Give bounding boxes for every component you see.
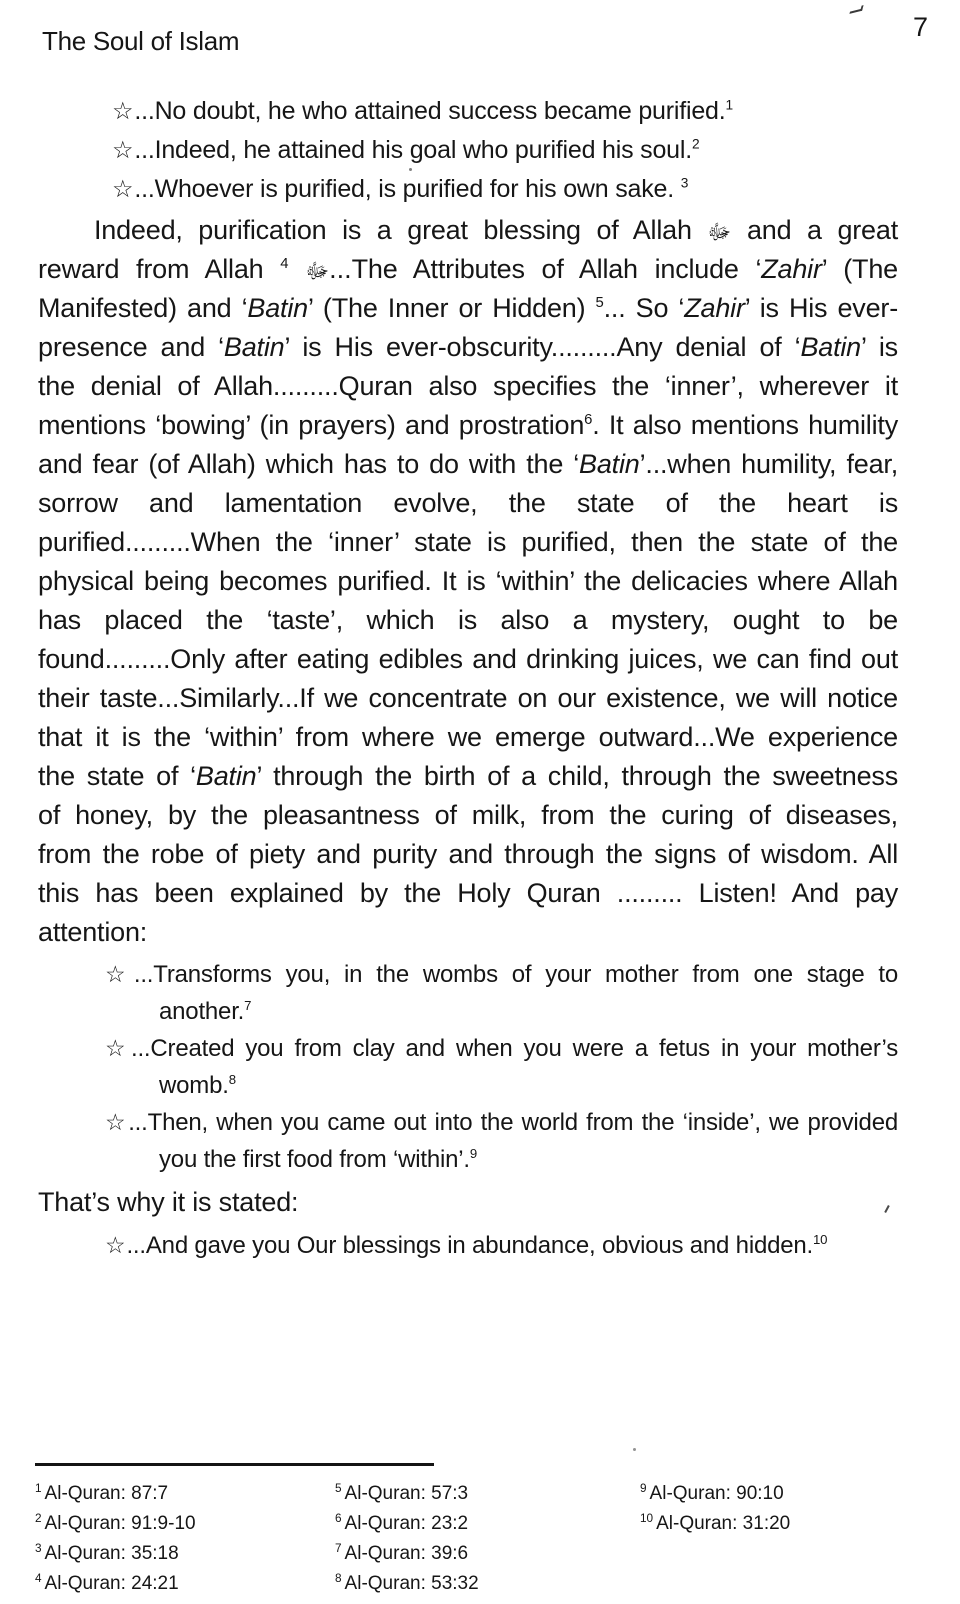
paragraph-text: ’ is His ever-obscurity.........Any denial of ‘ [284,332,801,362]
allah-honorific-icon: ﷻ [305,259,330,283]
star-bullet-icon: ☆ [105,1035,130,1061]
star-bullet-icon: ☆ [112,176,134,203]
paragraph-text: ’ (The Inner or Hidden) [307,293,596,323]
footnote-text: Al-Quran: 35:18 [44,1543,179,1564]
footnote-ref: 2 [35,1511,42,1525]
verse-bullet [38,1030,898,1104]
bullet-prefix: ... [134,136,155,164]
footnote-text: Al-Quran: 24:21 [44,1573,179,1594]
paragraph-text: ’ through the birth of a child, through the sweetness of honey, by the pleasantness of milk, from the curing of diseases, from the robe of piety and purity and through the signs of wisdom. All this has been explained by the Holy Quran ......... Listen! And pay attention: [38,761,898,947]
bullet-prefix: ... [134,175,155,203]
opening-verse-list [112,92,898,209]
footnote-ref: 9 [469,1146,478,1161]
running-header [42,26,934,57]
statement-line: That’s why it is stated: [38,1187,299,1217]
footnotes-section [35,1479,960,1604]
verse-bullet [38,956,898,1030]
footnote-ref: 7 [244,998,252,1013]
stray-pen-mark [849,5,863,14]
paragraph-text: ’ (The Manifested) and ‘ [38,254,898,323]
footnote-text: Al-Quran: 23:2 [344,1513,469,1534]
footnote-ref: 8 [335,1571,342,1585]
bullet-prefix: ... [126,1232,146,1259]
footnote-ref: 1 [35,1481,42,1495]
verse-bullet [38,1227,898,1264]
footnote [335,1569,479,1599]
italic-term: Batin [579,449,640,479]
bullet-prefix: ... [130,1035,151,1062]
footnote [335,1509,479,1539]
verse-text: Indeed, he attained his goal who purified his soul. [154,136,692,164]
footnote [35,1569,196,1599]
star-bullet-icon: ☆ [105,1232,126,1258]
footnote-ref: 6 [584,412,593,428]
footnote-ref: 9 [640,1481,647,1495]
verse-text: Then, when you came out into the world from the ‘inside’, we provided you the first food from ‘within’. [147,1109,899,1173]
footnote [640,1509,790,1539]
footnote-ref: 10 [813,1232,828,1247]
footnote-ref: 4 [35,1571,42,1585]
footnote-text: Al-Quran: 90:10 [649,1483,784,1504]
star-bullet-icon: ☆ [112,137,134,164]
paragraph-text: ’ is His ever-presence and ‘ [38,293,899,362]
footnote-ref: 6 [335,1511,342,1525]
paragraph-text: ... So ‘ [603,293,685,323]
verse-bullet [112,170,898,209]
verse-bullet [112,92,898,131]
italic-term: Zahir [761,254,822,284]
footnote-separator-rule [35,1463,434,1466]
paragraph-text: ’ is the denial of Allah.........Quran also specifies the ‘inner’, wherever it mentions ‘bowing’ (in prayers) and prostration [38,332,898,440]
paragraph-text: and a great reward from Allah [38,215,898,284]
paragraph-text: . It also mentions humility and fear (of Allah) which has to do with the ‘ [38,410,899,479]
bullet-prefix: ... [128,1109,148,1136]
footnote-text: Al-Quran: 31:20 [656,1513,791,1534]
italic-term: Zahir [684,293,745,323]
star-bullet-icon: ☆ [105,1109,128,1135]
bullet-prefix: ... [134,97,155,125]
paragraph-text: ’...when humility, fear, sorrow and lamentation evolve, the state of the heart is purified.........When the ‘inner’ state is purified, then the state of the physical being becomes purified. It is ‘within’ the delicacies where Allah has placed the ‘taste’, which is also a mystery, ought to be found.........Only after eating edibles and drinking juices, we can find out their taste...Similarly...If we concentrate on our existence, we will notice that it is the ‘within’ from where we emerge outward...We experience the state of ‘ [38,449,898,791]
footnote [35,1479,196,1509]
italic-term: Batin [195,761,257,791]
footnote-column [35,1479,196,1599]
verse-text: Whoever is purified, is purified for his own sake. [154,175,681,203]
verse-text: No doubt, he who attained success became purified. [154,97,726,125]
italic-term: Batin [247,293,308,323]
bullet-prefix: ... [133,961,154,988]
verse-bullet [112,131,898,170]
final-quote-list [38,1227,898,1264]
footnote-ref: 10 [640,1511,654,1525]
italic-term: Batin [800,332,861,362]
footnote-ref: 2 [691,136,700,152]
page-content [38,92,898,1264]
footnote-ref: 5 [595,295,604,311]
verse-text: Transforms you, in the wombs of your mother from one stage to another. [153,961,898,1025]
star-bullet-icon: ☆ [105,961,133,987]
footnote-text: Al-Quran: 53:32 [344,1573,479,1594]
footnote-ref: 5 [335,1481,342,1495]
main-paragraph [38,211,898,952]
footnote-text: Al-Quran: 57:3 [344,1483,469,1504]
footnote-ref: 4 [280,256,289,272]
paragraph-text: ...The Attributes of Allah include ‘ [329,254,762,284]
verse-bullet [38,1104,898,1178]
footnote-ref: 1 [725,97,733,113]
page-number: 7 [912,12,928,42]
book-title: The Soul of Islam [42,26,240,56]
footnote [335,1539,479,1569]
star-bullet-icon: ☆ [112,98,134,125]
verse-text: And gave you Our blessings in abundance, obvious and hidden. [145,1232,814,1259]
italic-term: Batin [223,332,285,362]
paragraph-text [288,254,305,284]
footnote-text: Al-Quran: 87:7 [44,1483,169,1504]
footnote-ref: 3 [680,175,689,191]
footnote-column [640,1479,790,1539]
footnote-ref: 8 [228,1072,236,1087]
scan-speck [633,1448,636,1451]
footnote [35,1509,196,1539]
footnote [35,1539,196,1569]
footnote [335,1479,479,1509]
footnote [640,1479,790,1509]
footnote-ref: 7 [335,1541,342,1555]
quran-quote-list [38,956,898,1178]
footnote-ref: 3 [35,1541,42,1555]
footnote-text: Al-Quran: 91:9-10 [44,1513,196,1534]
verse-text: Created you from clay and when you were a fetus in your mother’s womb. [150,1035,899,1099]
paragraph-text: Indeed, purification is a great blessing of Allah [94,215,708,245]
allah-honorific-icon: ﷻ [707,220,732,244]
footnote-column [335,1479,479,1599]
footnote-text: Al-Quran: 39:6 [344,1543,469,1564]
